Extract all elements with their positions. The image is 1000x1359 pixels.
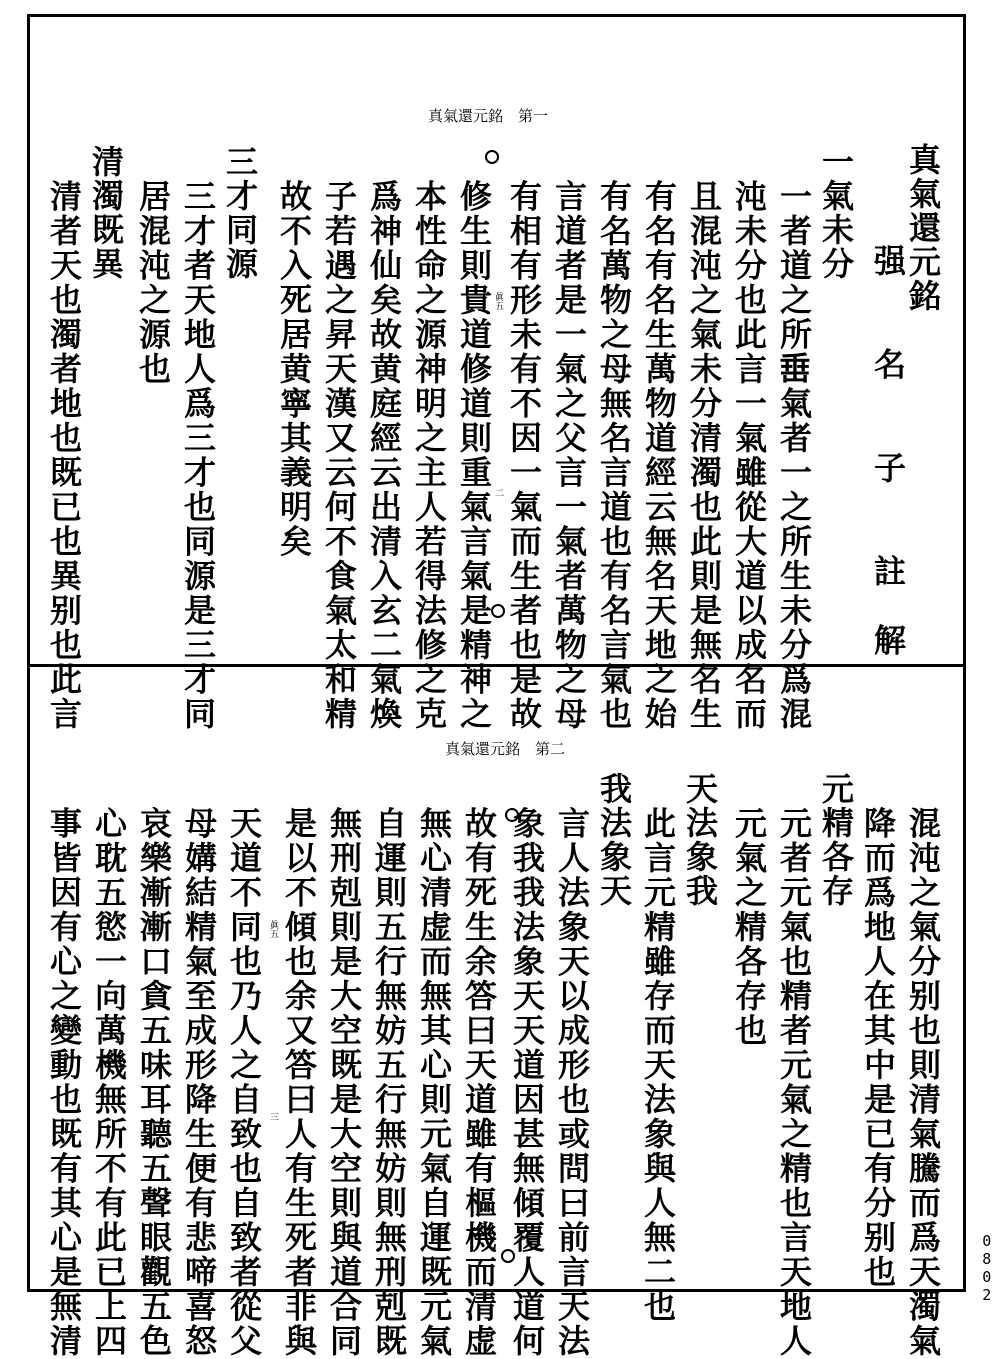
text-column: 言道者是一氣之父言一氣者萬物之母 bbox=[550, 145, 588, 732]
text-column: 是以不傾也余又答曰人有生死者非與 bbox=[280, 772, 318, 1359]
text-column: 混沌之氣分别也則清氣騰而爲天濁氣 bbox=[904, 772, 942, 1359]
text-column: 一者道之所𡸁氣者一之所生未分爲混 bbox=[775, 145, 813, 732]
text-column: 言人法象天以成形也或問曰前言天法 bbox=[553, 772, 591, 1359]
text-column: 事皆因有心之變動也既有其心是無清 bbox=[45, 772, 83, 1359]
text-column: 心耽五慾一向萬機無所不有此已上四 bbox=[90, 772, 128, 1359]
top-page-header: 真氣還元銘 第一 bbox=[428, 107, 549, 125]
text-column: 清者天也濁者地也既已也異别也此言 bbox=[45, 145, 83, 732]
text-column: 有相有形未有不因一氣而生者也是故 bbox=[505, 145, 543, 732]
text-column: 本性命之源神明之主人若得法修之克 bbox=[410, 145, 448, 732]
page-number: 0802 bbox=[977, 1232, 996, 1304]
text-column: 子若遇之昇天漢又云何不食氣太和精 bbox=[320, 145, 358, 732]
bottom-page-header: 真氣還元銘 第二 bbox=[445, 740, 566, 758]
text-column: 三才同源 bbox=[221, 145, 259, 281]
text-column: 故有死生余答曰天道雖有樞機而清虚 bbox=[460, 772, 498, 1359]
text-column: 母媾結精氣至成形降生便有悲啼喜怒 bbox=[180, 772, 218, 1359]
page-marker: 眞五 bbox=[268, 920, 278, 938]
text-column: 居混沌之源也 bbox=[134, 145, 172, 387]
text-column: 真氣還元銘 bbox=[904, 143, 942, 313]
page-marker: 三 bbox=[268, 1112, 278, 1121]
text-column: 我法象天 bbox=[595, 772, 633, 908]
text-column: 此言元精雖存而天法象與人無二也 bbox=[639, 772, 677, 1324]
text-column: 清濁既異 bbox=[87, 145, 125, 281]
page-marker: 眞五 bbox=[493, 292, 503, 310]
text-column: 修生則貴道修道則重氣言氣是精神之 bbox=[455, 145, 493, 732]
text-column: 哀樂漸漸口貪五味耳聽五聲眼觀五色 bbox=[135, 772, 173, 1359]
page-marker: 二 bbox=[493, 488, 503, 497]
text-column: 爲神仙矣故黄庭經云出清入玄二氣煥 bbox=[365, 145, 403, 732]
text-column: 有名有名生萬物道經云無名天地之始 bbox=[640, 145, 678, 732]
text-column: 天法象我 bbox=[681, 772, 719, 908]
text-column: 元氣之精各存也 bbox=[730, 772, 768, 1048]
text-column: 無刑剋則是大空既是大空則與道合同 bbox=[325, 772, 363, 1359]
text-column: 象我我法象天天道因甚無傾覆人道何 bbox=[508, 772, 546, 1359]
punctuation-circle bbox=[491, 604, 505, 618]
text-column: 降而爲地人在其中是已有分别也 bbox=[859, 772, 897, 1290]
text-column: 天道不同也乃人之自致也自致者從父 bbox=[225, 772, 263, 1359]
text-column: 無心清虚而無其心則元氣自運既元氣 bbox=[415, 772, 453, 1359]
text-column: 元精各存 bbox=[817, 772, 855, 908]
text-column: 一氣未分 bbox=[817, 145, 855, 281]
page-divider bbox=[27, 664, 966, 667]
text-column: 元者元氣也精者元氣之精也言天地人 bbox=[775, 772, 813, 1359]
text-column: 故不入死居黄寧其義明矣 bbox=[275, 145, 313, 559]
text-column: 自運則五行無妨五行無妨則無刑剋既 bbox=[370, 772, 408, 1359]
text-column: 且混沌之氣未分清濁也此則是無名生 bbox=[685, 145, 723, 732]
text-column: 强 名 子 註 解 bbox=[869, 175, 907, 658]
text-column: 有名萬物之母無名言道也有名言氣也 bbox=[595, 145, 633, 732]
text-column: 三才者天地人爲三才也同源是三才同 bbox=[179, 145, 217, 732]
text-column: 沌未分也此言一氣雖從大道以成名而 bbox=[730, 145, 768, 732]
